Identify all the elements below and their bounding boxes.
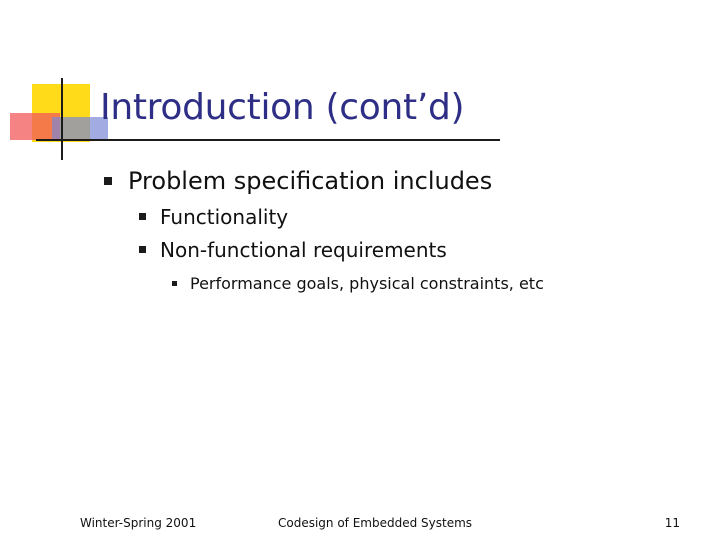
bullet-non-functional-requirements: Non-functional requirements — [160, 238, 447, 262]
bullet-marker-level2 — [139, 246, 146, 253]
title-decoration — [0, 0, 110, 170]
footer-course-title: Codesign of Embedded Systems — [278, 516, 473, 530]
footer-date: Winter-Spring 2001 — [80, 516, 197, 530]
footer-page-number: 11 — [664, 516, 680, 530]
bullet-functionality: Functionality — [160, 205, 289, 229]
bullet-marker-level2 — [139, 213, 146, 220]
bullet-problem-specification: Problem specification includes — [128, 167, 493, 195]
bullet-marker-level3 — [172, 281, 177, 286]
title-underline — [36, 139, 500, 141]
slide-title: Introduction (cont’d) — [100, 87, 465, 128]
bullet-performance-goals: Performance goals, physical constraints, etc — [190, 274, 544, 293]
bullet-marker-level1 — [104, 177, 112, 185]
